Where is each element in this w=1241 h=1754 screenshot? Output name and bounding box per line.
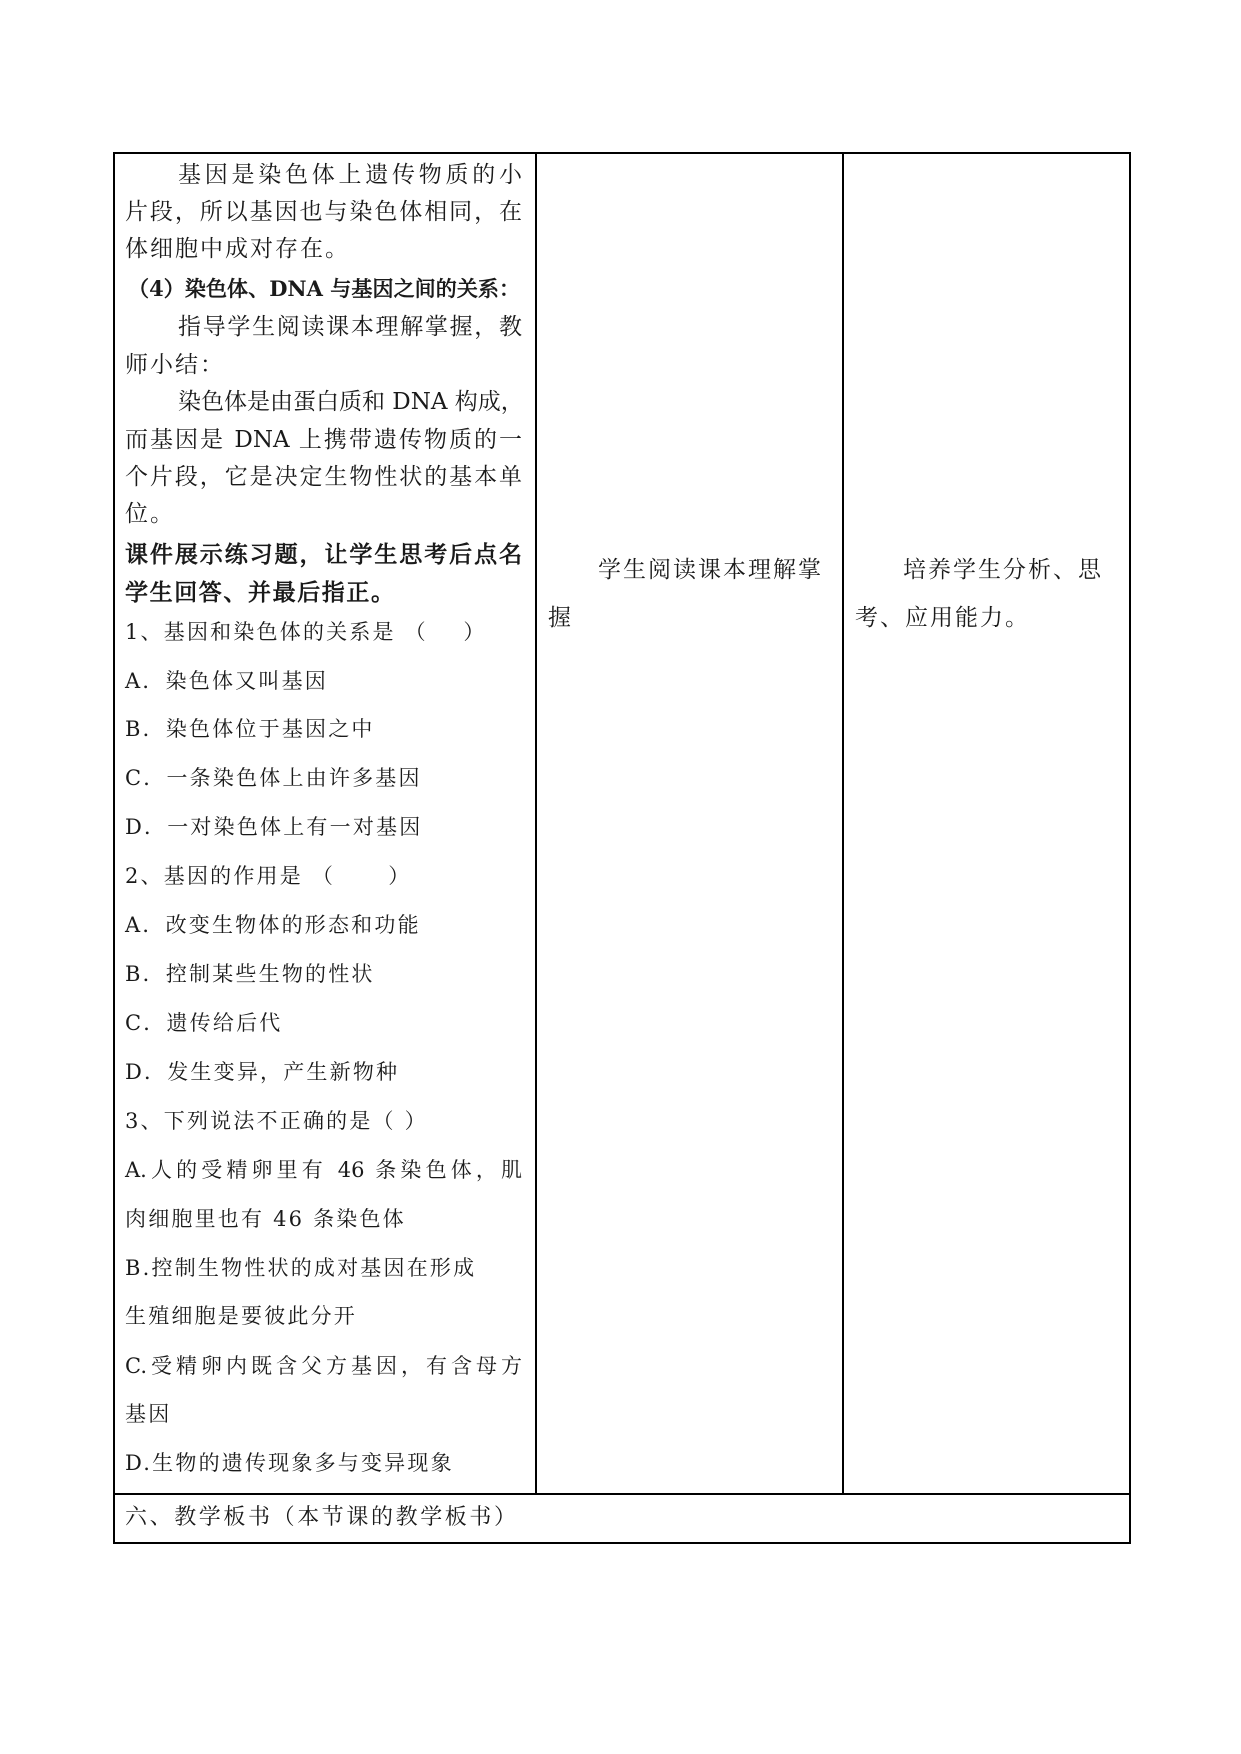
row-divider [113, 1493, 1131, 1495]
design-intent-line-2: 考、应用能力。 [855, 605, 1030, 631]
question-option: C.受精卵内既含父方基因，有含母方 [125, 1354, 522, 1378]
question-option-continued: 肉细胞里也有 46 条染色体 [125, 1207, 406, 1231]
question-option: A.人的受精卵里有 46 条染色体，肌 [125, 1158, 522, 1182]
summary-line-4: 位。 [125, 501, 175, 527]
question-option: B.控制生物性状的成对基因在形成 [125, 1256, 477, 1280]
question-option: B．染色体位于基因之中 [125, 717, 375, 741]
column-divider-1 [535, 152, 537, 1494]
column-divider-2 [842, 152, 844, 1494]
gene-pair-line-3: 体细胞中成对存在。 [125, 236, 350, 262]
question-option: A．染色体又叫基因 [125, 669, 328, 693]
gene-pair-line-1: 基因是染色体上遗传物质的小 [178, 162, 522, 188]
summary-line-3: 个片段，它是决定生物性状的基本单 [125, 464, 522, 490]
question-stem: 1、基因和染色体的关系是 （ ） [125, 620, 487, 644]
question-option: A．改变生物体的形态和功能 [125, 913, 421, 937]
table-border-left [113, 152, 115, 1543]
guide-line-1: 指导学生阅读课本理解掌握，教 [178, 314, 522, 340]
table-border-bottom [113, 1542, 1131, 1544]
question-option-continued: 生殖细胞是要彼此分开 [125, 1304, 357, 1328]
exercise-instruction-line-1: 课件展示练习题，让学生思考后点名 [125, 541, 522, 568]
summary-line-1: 染色体是由蛋白质和 DNA 构成， [178, 389, 524, 415]
design-intent-line-1: 培养学生分析、思 [903, 557, 1103, 583]
question-option: B．控制某些生物的性状 [125, 962, 375, 986]
table-border-top [113, 152, 1131, 154]
relation-heading: （4）染色体、DNA 与基因之间的关系： [128, 276, 520, 301]
question-option: D.生物的遗传现象多与变异现象 [125, 1451, 454, 1475]
guide-line-2: 师小结： [125, 352, 225, 378]
question-option: C．遗传给后代 [125, 1011, 283, 1035]
summary-line-2: 而基因是 DNA 上携带遗传物质的一 [125, 427, 522, 453]
student-activity-line-2: 握 [548, 605, 573, 631]
question-option: C．一条染色体上由许多基因 [125, 766, 422, 790]
question-option: D．发生变异，产生新物种 [125, 1060, 400, 1084]
question-option-continued: 基因 [125, 1402, 172, 1426]
question-stem: 2、基因的作用是 （ ） [125, 864, 412, 888]
student-activity-line-1: 学生阅读课本理解掌 [598, 557, 823, 583]
exercise-instruction-line-2: 学生回答、并最后指正。 [125, 579, 396, 606]
question-stem: 3、下列说法不正确的是（ ） [125, 1109, 428, 1133]
gene-pair-line-2: 片段，所以基因也与染色体相同，在 [125, 199, 522, 225]
table-border-right [1129, 152, 1131, 1543]
question-option: D．一对染色体上有一对基因 [125, 815, 423, 839]
board-row-label: 六、教学板书（本节课的教学板书） [125, 1505, 519, 1530]
